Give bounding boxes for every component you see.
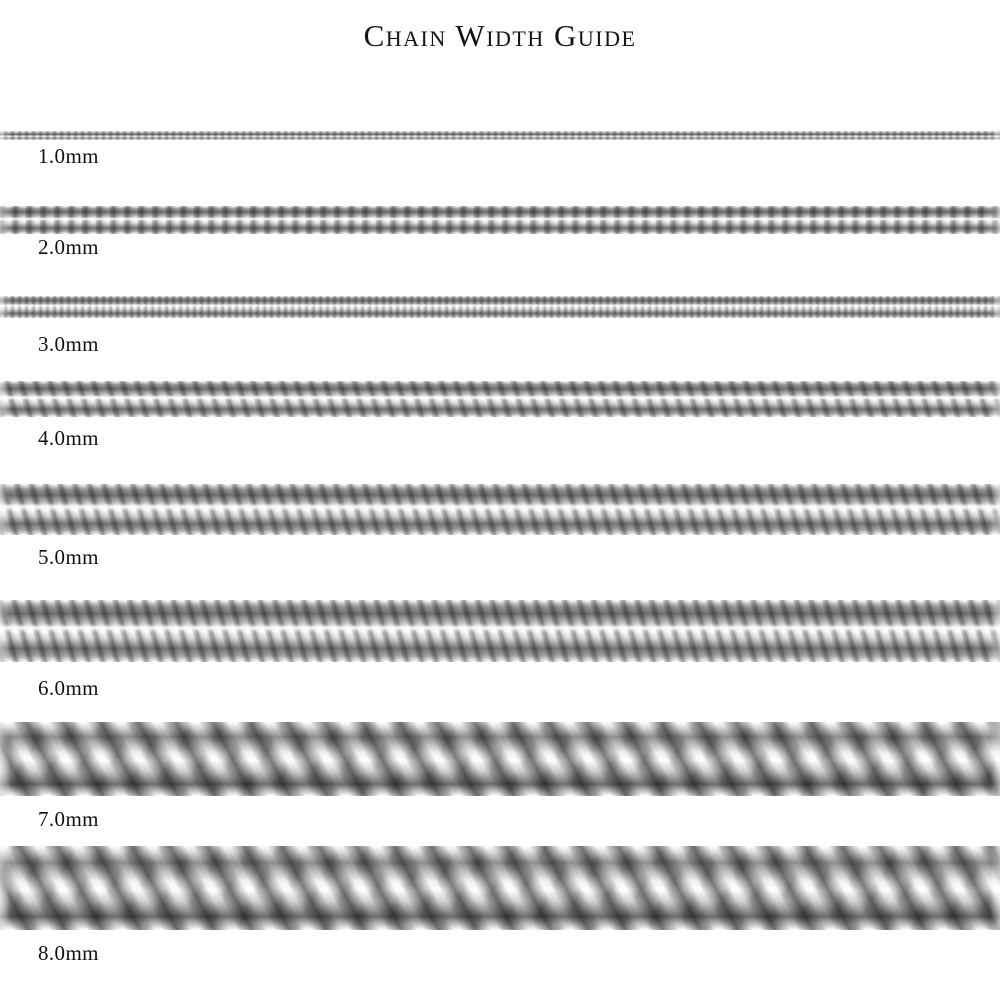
chain-link-pattern <box>0 381 1000 417</box>
chain-swatch-8-0mm <box>0 846 1000 930</box>
chain-label-2-0mm: 2.0mm <box>38 235 99 259</box>
chain-link-pattern <box>0 296 1000 318</box>
chain-link-pattern <box>0 722 1000 796</box>
chain-metal-fill <box>0 206 1000 234</box>
chain-swatch-7-0mm <box>0 722 1000 796</box>
chain-label-7-0mm: 7.0mm <box>38 807 99 831</box>
chain-label-5-0mm: 5.0mm <box>38 545 99 569</box>
chain-label-1-0mm: 1.0mm <box>38 144 99 168</box>
chain-label-4-0mm: 4.0mm <box>38 426 99 450</box>
chain-link-pattern <box>0 600 1000 662</box>
chain-swatch-5-0mm <box>0 484 1000 535</box>
chain-link-pattern <box>0 484 1000 535</box>
chain-label-3-0mm: 3.0mm <box>38 332 99 356</box>
chain-metal-fill <box>0 131 1000 140</box>
chain-swatch-4-0mm <box>0 381 1000 417</box>
chain-metal-fill <box>0 381 1000 417</box>
chain-metal-fill <box>0 600 1000 662</box>
chain-metal-fill <box>0 846 1000 930</box>
chain-link-pattern <box>0 131 1000 140</box>
chain-label-8-0mm: 8.0mm <box>38 941 99 965</box>
chain-swatch-1-0mm <box>0 131 1000 140</box>
chain-swatch-6-0mm <box>0 600 1000 662</box>
chain-swatch-2-0mm <box>0 206 1000 234</box>
chain-label-6-0mm: 6.0mm <box>38 676 99 700</box>
chain-metal-fill <box>0 296 1000 318</box>
chain-metal-fill <box>0 484 1000 535</box>
page-title: Chain Width Guide <box>363 18 637 53</box>
chain-link-pattern <box>0 206 1000 234</box>
chain-swatch-3-0mm <box>0 296 1000 318</box>
chain-metal-fill <box>0 722 1000 796</box>
chain-link-pattern <box>0 846 1000 930</box>
